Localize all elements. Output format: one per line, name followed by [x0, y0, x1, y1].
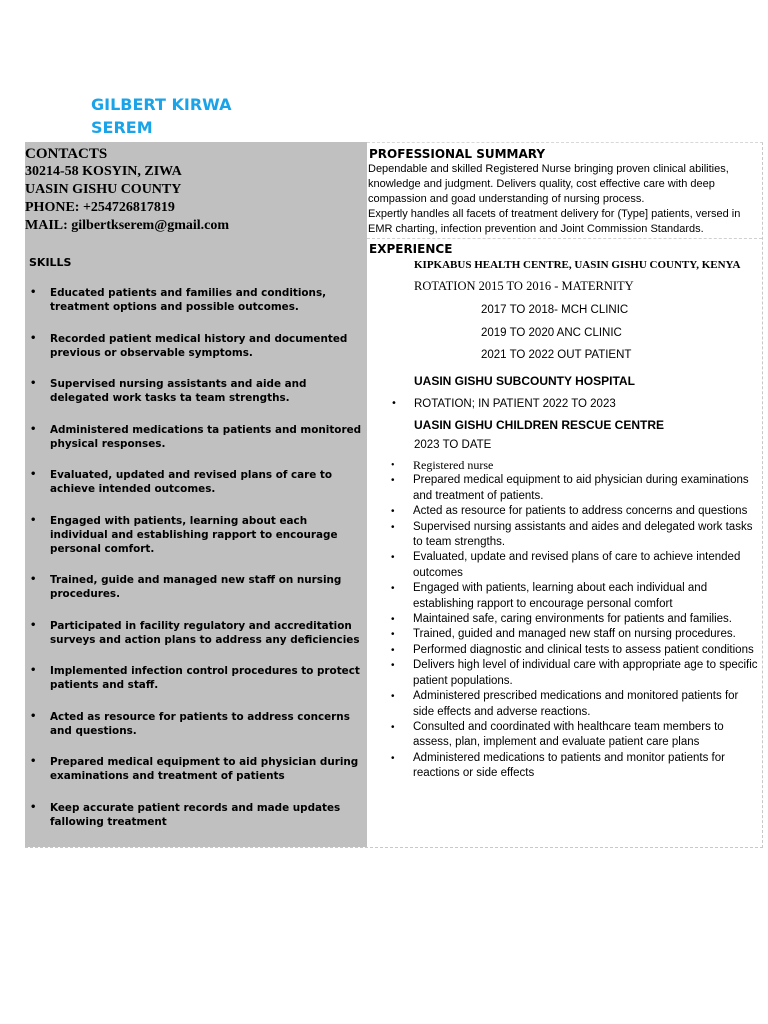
duties-list	[367, 458, 762, 782]
skill-item: • Evaluated, updated and revised plans of care to achieve intended outcomes.	[25, 468, 362, 496]
skill-item: • Engaged with patients, learning about each individual and establishing rapport to encourage personal comfort.	[25, 514, 362, 556]
duty-item: • Trained, guided and managed new staff on nursing procedures.	[367, 627, 758, 642]
skill-item: • Supervised nursing assistants and aide and delegated work tasks ta team strengths.	[25, 377, 362, 405]
skills-heading: SKILLS	[29, 256, 72, 269]
duty-item: • Acted as resource for patients to address concerns and questions	[367, 504, 758, 519]
professional-summary	[368, 162, 761, 237]
employer-kipkabus: KIPKABUS HEALTH CENTRE, UASIN GISHU COUNTY, KENYA	[414, 259, 741, 271]
summary-paragraph-1: Dependable and skilled Registered Nurse bringing proven clinical abilities, knowledge and judgment. Delivers quality, cost effective care with deep compassion and goad understanding of nursing process.	[368, 163, 729, 205]
section-divider	[367, 238, 762, 239]
contacts-section	[25, 145, 229, 235]
skill-item: • Recorded patient medical history and documented previous or observable symptoms.	[25, 332, 362, 360]
duty-item: • Maintained safe, caring environments for patients and families.	[367, 612, 758, 627]
skill-item: • Administered medications ta patients and monitored physical responses.	[25, 423, 362, 451]
duty-item: • Delivers high level of individual care with appropriate age to specific patient populations.	[367, 658, 758, 689]
contact-county: UASIN GISHU COUNTY	[25, 182, 182, 197]
duty-item: • Performed diagnostic and clinical tests to assess patient conditions	[367, 643, 758, 658]
rotation-inpatient: ROTATION; IN PATIENT 2022 TO 2023	[414, 398, 616, 410]
experience-heading: EXPERIENCE	[369, 242, 453, 256]
skill-item: • Implemented infection control procedures to protect patients and staff.	[25, 664, 362, 692]
date-current: 2023 TO DATE	[414, 439, 492, 451]
skill-item: • Educated patients and families and conditions, treatment options and possible outcomes.	[25, 286, 362, 314]
left-column	[25, 142, 367, 847]
duty-item: • Supervised nursing assistants and aides and delegated work tasks to team strengths.	[367, 520, 758, 551]
period-anc: 2019 TO 2020 ANC CLINIC	[481, 327, 622, 339]
period-outpatient: 2021 TO 2022 OUT PATIENT	[481, 349, 632, 361]
contact-mail: MAIL: gilbertkserem@gmail.com	[25, 218, 230, 233]
contact-address: 30214-58 KOSYIN, ZIWA	[25, 164, 182, 179]
skills-list	[25, 286, 365, 846]
summary-heading: PROFESSIONAL SUMMARY	[369, 147, 546, 161]
duty-item: • Administered prescribed medications and monitored patients for side effects and adverse reactions.	[367, 689, 758, 720]
employer-children-rescue: UASIN GISHU CHILDREN RESCUE CENTRE	[414, 418, 665, 432]
contacts-heading: CONTACTS	[25, 146, 108, 162]
duty-item: • Administered medications to patients and monitor patients for reactions or side effects	[367, 751, 758, 782]
skill-item: • Trained, guide and managed new staff on nursing procedures.	[25, 573, 362, 601]
skill-item: • Acted as resource for patients to address concerns and questions.	[25, 710, 362, 738]
right-column	[367, 142, 763, 848]
skill-item: • Keep accurate patient records and made updates fallowing treatment	[25, 801, 362, 829]
duty-item: • Consulted and coordinated with healthcare team members to assess, plan, implement and evaluate patient care plans	[367, 720, 758, 751]
period-mch: 2017 TO 2018- MCH CLINIC	[481, 304, 629, 316]
duty-item: • Registered nurse	[367, 458, 758, 473]
name-line-1: GILBERT KIRWA	[91, 95, 232, 114]
duty-item: • Prepared medical equipment to aid physician during examinations and treatment of patients.	[367, 473, 758, 504]
duty-item: • Engaged with patients, learning about each individual and establishing rapport to encourage personal comfort	[367, 581, 758, 612]
contact-phone: PHONE: +254726817819	[25, 200, 175, 215]
duty-item: • Evaluated, update and revised plans of care to achieve intended outcomes	[367, 550, 758, 581]
skill-item: • Prepared medical equipment to aid physician during examinations and treatment of patients	[25, 755, 362, 783]
skill-item: • Participated in facility regulatory and accreditation surveys and action plans to address any deficiencies	[25, 619, 362, 647]
employer-subcounty-hospital: UASIN GISHU SUBCOUNTY HOSPITAL	[414, 374, 635, 388]
rotation-maternity: ROTATION 2015 TO 2016 - MATERNITY	[414, 279, 634, 293]
name-line-2: SEREM	[91, 118, 153, 137]
bullet-icon: •	[391, 398, 397, 409]
candidate-name	[91, 93, 231, 139]
bottom-divider	[25, 847, 763, 848]
summary-paragraph-2: Expertly handles all facets of treatment delivery for (Type] patients, versed in EMR charting, infection prevention and Joint Commission Standards.	[368, 208, 741, 235]
